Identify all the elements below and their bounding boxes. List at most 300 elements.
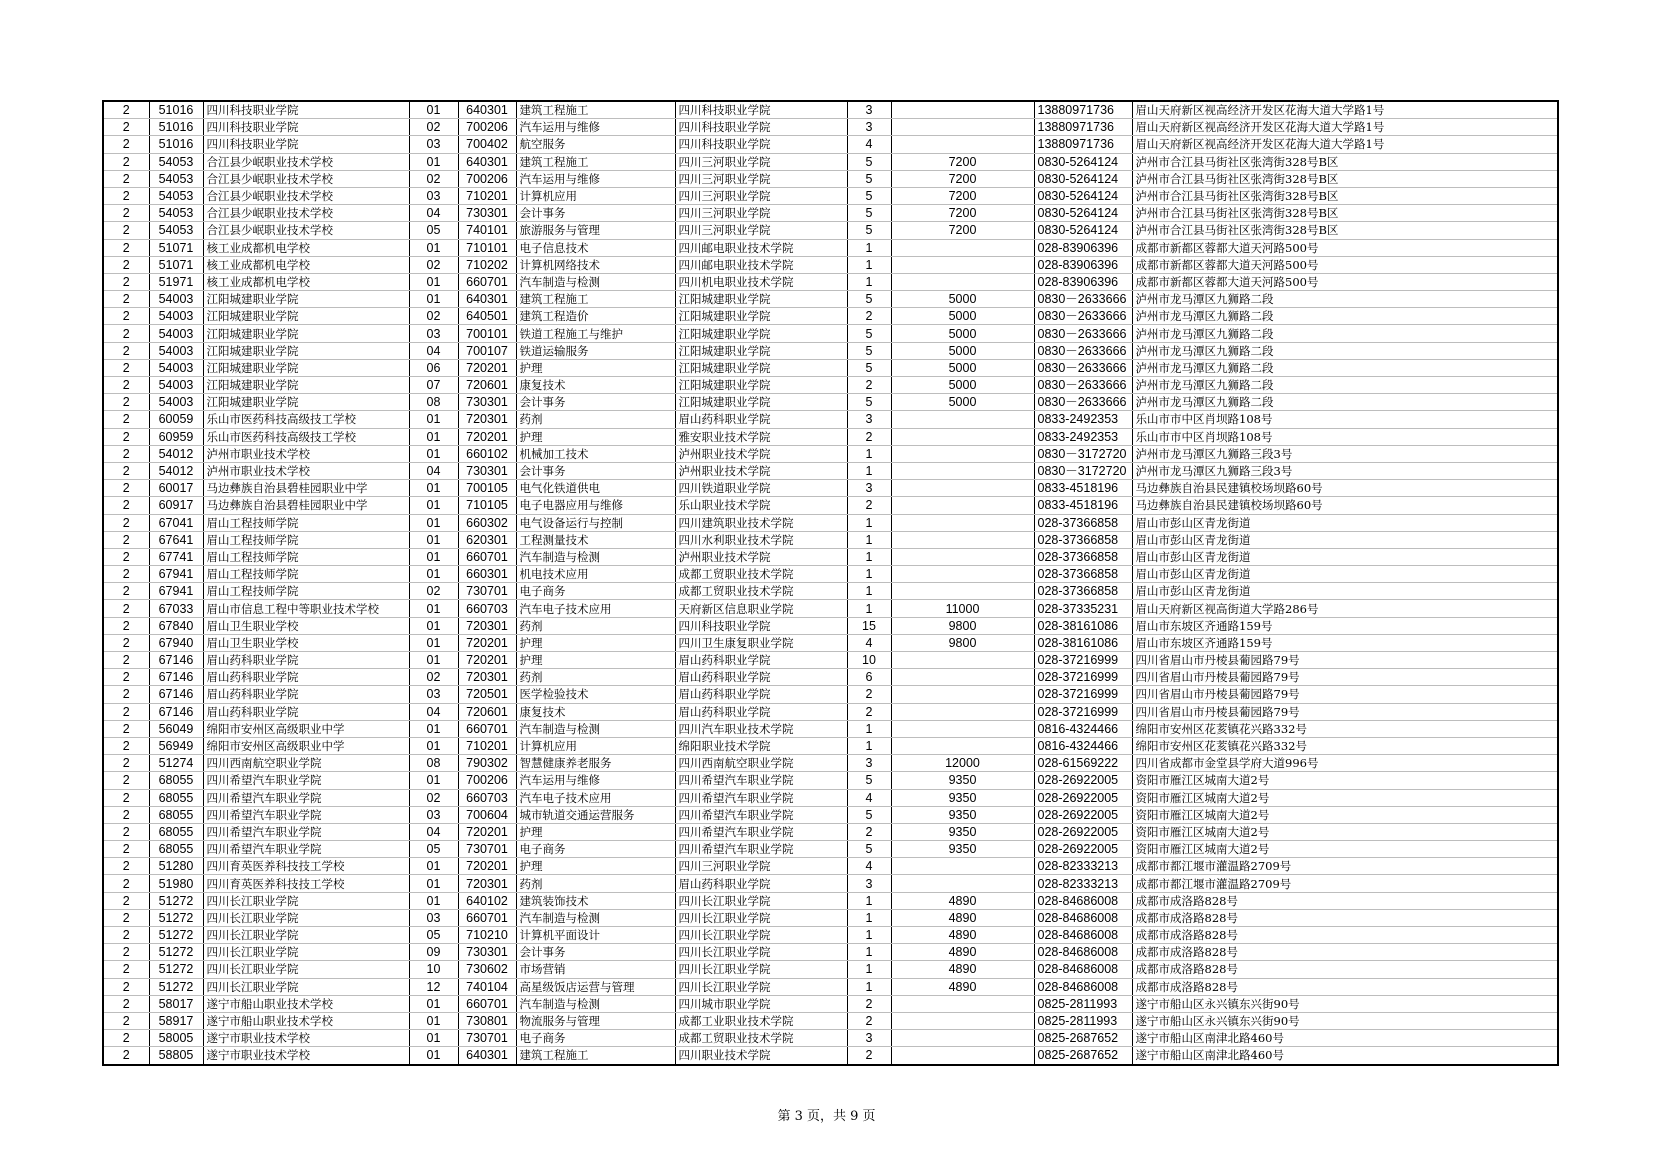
- address-cell: 眉山市东坡区齐通路159号: [1132, 634, 1558, 651]
- major-code-cell: 640102: [458, 892, 516, 909]
- plan-count-cell: 2: [847, 1047, 891, 1065]
- tuition-cell: [891, 119, 1034, 136]
- table-row: [103, 119, 1558, 136]
- school-code-cell: 51272: [149, 961, 203, 978]
- tuition-cell: 7200: [891, 170, 1034, 187]
- major-name-cell: 会计事务: [516, 462, 675, 479]
- school-name-cell: 江阳城建职业学院: [203, 377, 409, 394]
- major-name-cell: 机械加工技术: [516, 445, 675, 462]
- major-name-cell: 汽车电子技术应用: [516, 789, 675, 806]
- major-name-cell: 计算机网络技术: [516, 256, 675, 273]
- phone-cell: 0830－3172720: [1034, 445, 1132, 462]
- major-name-cell: 市场营销: [516, 961, 675, 978]
- table-row: [103, 1047, 1558, 1065]
- major-name-cell: 汽车制造与检测: [516, 909, 675, 926]
- plan-count-cell: 3: [847, 480, 891, 497]
- plan-count-cell: 5: [847, 222, 891, 239]
- school-code-cell: 51016: [149, 101, 203, 119]
- table-row: [103, 772, 1558, 789]
- address-cell: 泸州市龙马潭区九狮路二段: [1132, 291, 1558, 308]
- partner-college-cell: 四川科技职业学院: [675, 119, 847, 136]
- major-seq-cell: 01: [409, 737, 458, 754]
- batch-cell: 2: [103, 170, 149, 187]
- plan-count-cell: 5: [847, 841, 891, 858]
- major-code-cell: 720301: [458, 411, 516, 428]
- major-code-cell: 730701: [458, 841, 516, 858]
- plan-count-cell: 4: [847, 136, 891, 153]
- school-name-cell: 江阳城建职业学院: [203, 325, 409, 342]
- tuition-cell: [891, 514, 1034, 531]
- tuition-cell: 11000: [891, 600, 1034, 617]
- school-code-cell: 58805: [149, 1047, 203, 1065]
- school-code-cell: 54012: [149, 462, 203, 479]
- school-name-cell: 眉山市信息工程中等职业技术学校: [203, 600, 409, 617]
- batch-cell: 2: [103, 703, 149, 720]
- address-cell: 泸州市合江县马街社区张湾街328号B区: [1132, 153, 1558, 170]
- tuition-cell: [891, 720, 1034, 737]
- major-seq-cell: 01: [409, 273, 458, 290]
- major-seq-cell: 03: [409, 686, 458, 703]
- address-cell: 泸州市合江县马街社区张湾街328号B区: [1132, 222, 1558, 239]
- major-name-cell: 康复技术: [516, 703, 675, 720]
- address-cell: 成都市都江堰市灌温路2709号: [1132, 858, 1558, 875]
- tuition-cell: [891, 1012, 1034, 1029]
- batch-cell: 2: [103, 617, 149, 634]
- table-row: [103, 239, 1558, 256]
- address-cell: 遂宁市船山区永兴镇东兴街90号: [1132, 995, 1558, 1012]
- school-code-cell: 54003: [149, 377, 203, 394]
- plan-count-cell: 2: [847, 686, 891, 703]
- partner-college-cell: 成都工贸职业技术学院: [675, 583, 847, 600]
- plan-count-cell: 4: [847, 789, 891, 806]
- table-row: [103, 497, 1558, 514]
- plan-count-cell: 1: [847, 583, 891, 600]
- batch-cell: 2: [103, 153, 149, 170]
- major-seq-cell: 01: [409, 1047, 458, 1065]
- major-code-cell: 720201: [458, 359, 516, 376]
- school-code-cell: 54053: [149, 205, 203, 222]
- plan-count-cell: 5: [847, 291, 891, 308]
- plan-count-cell: 5: [847, 170, 891, 187]
- school-name-cell: 合江县少岷职业技术学校: [203, 187, 409, 204]
- major-code-cell: 700206: [458, 119, 516, 136]
- address-cell: 眉山天府新区视高经济开发区花海大道大学路1号: [1132, 119, 1558, 136]
- school-name-cell: 江阳城建职业学院: [203, 308, 409, 325]
- school-name-cell: 四川希望汽车职业学院: [203, 823, 409, 840]
- address-cell: 成都市成洛路828号: [1132, 927, 1558, 944]
- partner-college-cell: 四川希望汽车职业学院: [675, 806, 847, 823]
- partner-college-cell: 雅安职业技术学院: [675, 428, 847, 445]
- school-code-cell: 54053: [149, 187, 203, 204]
- plan-count-cell: 1: [847, 548, 891, 565]
- partner-college-cell: 江阳城建职业学院: [675, 308, 847, 325]
- school-name-cell: 遂宁市船山职业技术学校: [203, 1012, 409, 1029]
- school-code-cell: 54012: [149, 445, 203, 462]
- major-seq-cell: 02: [409, 669, 458, 686]
- major-name-cell: 建筑工程造价: [516, 308, 675, 325]
- major-code-cell: 660302: [458, 514, 516, 531]
- partner-college-cell: 江阳城建职业学院: [675, 342, 847, 359]
- major-name-cell: 智慧健康养老服务: [516, 755, 675, 772]
- page-footer: 第 3 页，共 9 页: [777, 1109, 876, 1124]
- school-code-cell: 67741: [149, 548, 203, 565]
- tuition-cell: 9350: [891, 806, 1034, 823]
- phone-cell: 0830－3172720: [1034, 462, 1132, 479]
- school-name-cell: 核工业成都机电学校: [203, 273, 409, 290]
- school-name-cell: 四川希望汽车职业学院: [203, 841, 409, 858]
- plan-count-cell: 1: [847, 944, 891, 961]
- major-code-cell: 660701: [458, 909, 516, 926]
- plan-count-cell: 1: [847, 239, 891, 256]
- school-code-cell: 67840: [149, 617, 203, 634]
- partner-college-cell: 乐山职业技术学院: [675, 497, 847, 514]
- tuition-cell: 12000: [891, 755, 1034, 772]
- school-code-cell: 67146: [149, 652, 203, 669]
- partner-college-cell: 四川三河职业学院: [675, 170, 847, 187]
- phone-cell: 028-37216999: [1034, 669, 1132, 686]
- plan-count-cell: 2: [847, 823, 891, 840]
- address-cell: 四川省眉山市丹棱县葡园路79号: [1132, 652, 1558, 669]
- major-seq-cell: 01: [409, 548, 458, 565]
- major-code-cell: 710105: [458, 497, 516, 514]
- tuition-cell: [891, 566, 1034, 583]
- school-code-cell: 51016: [149, 119, 203, 136]
- school-name-cell: 绵阳市安州区高级职业中学: [203, 720, 409, 737]
- tuition-cell: 5000: [891, 342, 1034, 359]
- major-name-cell: 汽车运用与维修: [516, 772, 675, 789]
- major-name-cell: 建筑装饰技术: [516, 892, 675, 909]
- major-name-cell: 会计事务: [516, 394, 675, 411]
- school-name-cell: 四川希望汽车职业学院: [203, 806, 409, 823]
- major-seq-cell: 01: [409, 600, 458, 617]
- batch-cell: 2: [103, 755, 149, 772]
- school-code-cell: 67641: [149, 531, 203, 548]
- address-cell: 绵阳市安州区花荄镇花兴路332号: [1132, 720, 1558, 737]
- table-row: [103, 291, 1558, 308]
- batch-cell: 2: [103, 875, 149, 892]
- partner-college-cell: 四川卫生康复职业学院: [675, 634, 847, 651]
- batch-cell: 2: [103, 600, 149, 617]
- phone-cell: 0833-4518196: [1034, 480, 1132, 497]
- major-seq-cell: 01: [409, 445, 458, 462]
- major-seq-cell: 03: [409, 325, 458, 342]
- plan-count-cell: 15: [847, 617, 891, 634]
- address-cell: 成都市成洛路828号: [1132, 892, 1558, 909]
- table-row: [103, 892, 1558, 909]
- tuition-cell: 9350: [891, 823, 1034, 840]
- address-cell: 成都市新都区蓉都大道天河路500号: [1132, 273, 1558, 290]
- plan-count-cell: 2: [847, 428, 891, 445]
- school-code-cell: 67941: [149, 566, 203, 583]
- table-row: [103, 720, 1558, 737]
- phone-cell: 028-26922005: [1034, 772, 1132, 789]
- partner-college-cell: 四川希望汽车职业学院: [675, 772, 847, 789]
- plan-count-cell: 1: [847, 892, 891, 909]
- plan-count-cell: 3: [847, 1030, 891, 1047]
- major-code-cell: 710101: [458, 239, 516, 256]
- major-seq-cell: 04: [409, 342, 458, 359]
- plan-count-cell: 3: [847, 755, 891, 772]
- address-cell: 乐山市市中区肖坝路108号: [1132, 411, 1558, 428]
- partner-college-cell: 四川西南航空职业学院: [675, 755, 847, 772]
- school-code-cell: 54003: [149, 325, 203, 342]
- phone-cell: 0825-2687652: [1034, 1030, 1132, 1047]
- school-code-cell: 58917: [149, 1012, 203, 1029]
- phone-cell: 028-83906396: [1034, 239, 1132, 256]
- tuition-cell: 4890: [891, 978, 1034, 995]
- address-cell: 成都市成洛路828号: [1132, 909, 1558, 926]
- phone-cell: 0833-4518196: [1034, 497, 1132, 514]
- school-name-cell: 四川育英医养科技技工学校: [203, 875, 409, 892]
- school-code-cell: 54053: [149, 222, 203, 239]
- major-code-cell: 720501: [458, 686, 516, 703]
- partner-college-cell: 江阳城建职业学院: [675, 394, 847, 411]
- table-row: [103, 1030, 1558, 1047]
- major-name-cell: 汽车制造与检测: [516, 548, 675, 565]
- partner-college-cell: 四川科技职业学院: [675, 101, 847, 119]
- school-code-cell: 54003: [149, 342, 203, 359]
- tuition-cell: 4890: [891, 961, 1034, 978]
- major-code-cell: 730301: [458, 205, 516, 222]
- major-name-cell: 护理: [516, 652, 675, 669]
- major-name-cell: 汽车制造与检测: [516, 995, 675, 1012]
- partner-college-cell: 四川铁道职业学院: [675, 480, 847, 497]
- school-code-cell: 56949: [149, 737, 203, 754]
- major-code-cell: 740104: [458, 978, 516, 995]
- school-name-cell: 四川科技职业学院: [203, 119, 409, 136]
- address-cell: 乐山市市中区肖坝路108号: [1132, 428, 1558, 445]
- school-code-cell: 51272: [149, 892, 203, 909]
- major-seq-cell: 01: [409, 531, 458, 548]
- major-seq-cell: 06: [409, 359, 458, 376]
- major-code-cell: 700105: [458, 480, 516, 497]
- major-code-cell: 700107: [458, 342, 516, 359]
- school-code-cell: 60917: [149, 497, 203, 514]
- school-name-cell: 眉山药科职业学院: [203, 669, 409, 686]
- tuition-cell: [891, 497, 1034, 514]
- phone-cell: 028-26922005: [1034, 823, 1132, 840]
- major-code-cell: 660703: [458, 600, 516, 617]
- batch-cell: 2: [103, 841, 149, 858]
- major-seq-cell: 01: [409, 720, 458, 737]
- major-name-cell: 电气化铁道供电: [516, 480, 675, 497]
- partner-college-cell: 四川科技职业学院: [675, 617, 847, 634]
- partner-college-cell: 四川希望汽车职业学院: [675, 789, 847, 806]
- major-name-cell: 汽车运用与维修: [516, 119, 675, 136]
- school-code-cell: 54003: [149, 291, 203, 308]
- address-cell: 四川省眉山市丹棱县葡园路79号: [1132, 686, 1558, 703]
- major-seq-cell: 02: [409, 170, 458, 187]
- address-cell: 资阳市雁江区城南大道2号: [1132, 772, 1558, 789]
- batch-cell: 2: [103, 961, 149, 978]
- table-row: [103, 944, 1558, 961]
- address-cell: 马边彝族自治县民建镇校场坝路60号: [1132, 480, 1558, 497]
- partner-college-cell: 眉山药科职业学院: [675, 411, 847, 428]
- major-code-cell: 700206: [458, 170, 516, 187]
- batch-cell: 2: [103, 136, 149, 153]
- major-code-cell: 720301: [458, 669, 516, 686]
- address-cell: 成都市成洛路828号: [1132, 978, 1558, 995]
- table-row: [103, 755, 1558, 772]
- table-row: [103, 737, 1558, 754]
- phone-cell: 0816-4324466: [1034, 737, 1132, 754]
- table-row: [103, 978, 1558, 995]
- partner-college-cell: 泸州职业技术学院: [675, 548, 847, 565]
- plan-count-cell: 1: [847, 566, 891, 583]
- tuition-cell: [891, 703, 1034, 720]
- address-cell: 泸州市龙马潭区九狮路二段: [1132, 394, 1558, 411]
- batch-cell: 2: [103, 497, 149, 514]
- address-cell: 眉山市彭山区青龙街道: [1132, 548, 1558, 565]
- address-cell: 眉山天府新区视高街道大学路286号: [1132, 600, 1558, 617]
- major-seq-cell: 01: [409, 566, 458, 583]
- major-name-cell: 药剂: [516, 617, 675, 634]
- address-cell: 泸州市龙马潭区九狮路二段: [1132, 325, 1558, 342]
- tuition-cell: 7200: [891, 153, 1034, 170]
- address-cell: 资阳市雁江区城南大道2号: [1132, 823, 1558, 840]
- school-code-cell: 68055: [149, 789, 203, 806]
- major-seq-cell: 05: [409, 841, 458, 858]
- school-name-cell: 四川长江职业学院: [203, 927, 409, 944]
- major-seq-cell: 02: [409, 789, 458, 806]
- major-seq-cell: 02: [409, 256, 458, 273]
- major-name-cell: 护理: [516, 823, 675, 840]
- major-name-cell: 药剂: [516, 875, 675, 892]
- major-code-cell: 710210: [458, 927, 516, 944]
- table-row: [103, 652, 1558, 669]
- table-row: [103, 514, 1558, 531]
- batch-cell: 2: [103, 462, 149, 479]
- major-name-cell: 计算机平面设计: [516, 927, 675, 944]
- batch-cell: 2: [103, 445, 149, 462]
- partner-college-cell: 天府新区信息职业学院: [675, 600, 847, 617]
- school-code-cell: 67940: [149, 634, 203, 651]
- school-name-cell: 四川长江职业学院: [203, 892, 409, 909]
- major-seq-cell: 04: [409, 205, 458, 222]
- phone-cell: 028-82333213: [1034, 858, 1132, 875]
- plan-count-cell: 2: [847, 995, 891, 1012]
- school-name-cell: 核工业成都机电学校: [203, 256, 409, 273]
- school-name-cell: 乐山市医药科技高级技工学校: [203, 428, 409, 445]
- major-code-cell: 730301: [458, 394, 516, 411]
- major-name-cell: 建筑工程施工: [516, 1047, 675, 1065]
- major-name-cell: 电气设备运行与控制: [516, 514, 675, 531]
- major-name-cell: 高星级饭店运营与管理: [516, 978, 675, 995]
- major-code-cell: 620301: [458, 531, 516, 548]
- major-code-cell: 660701: [458, 995, 516, 1012]
- table-row: [103, 686, 1558, 703]
- school-name-cell: 马边彝族自治县碧桂园职业中学: [203, 497, 409, 514]
- tuition-cell: [891, 995, 1034, 1012]
- batch-cell: 2: [103, 789, 149, 806]
- batch-cell: 2: [103, 858, 149, 875]
- major-name-cell: 电子商务: [516, 583, 675, 600]
- tuition-cell: [891, 686, 1034, 703]
- school-code-cell: 51071: [149, 256, 203, 273]
- major-name-cell: 护理: [516, 428, 675, 445]
- major-name-cell: 机电技术应用: [516, 566, 675, 583]
- plan-count-cell: 1: [847, 720, 891, 737]
- major-name-cell: 电子电器应用与维修: [516, 497, 675, 514]
- major-name-cell: 会计事务: [516, 205, 675, 222]
- phone-cell: 028-26922005: [1034, 789, 1132, 806]
- tuition-cell: 7200: [891, 187, 1034, 204]
- major-seq-cell: 05: [409, 927, 458, 944]
- major-seq-cell: 05: [409, 222, 458, 239]
- school-name-cell: 江阳城建职业学院: [203, 359, 409, 376]
- partner-college-cell: 四川希望汽车职业学院: [675, 823, 847, 840]
- tuition-cell: 9350: [891, 841, 1034, 858]
- major-seq-cell: 02: [409, 308, 458, 325]
- plan-count-cell: 1: [847, 531, 891, 548]
- address-cell: 成都市成洛路828号: [1132, 944, 1558, 961]
- batch-cell: 2: [103, 325, 149, 342]
- major-code-cell: 740101: [458, 222, 516, 239]
- partner-college-cell: 四川机电职业技术学院: [675, 273, 847, 290]
- major-seq-cell: 01: [409, 634, 458, 651]
- major-code-cell: 730602: [458, 961, 516, 978]
- partner-college-cell: 江阳城建职业学院: [675, 359, 847, 376]
- phone-cell: 0830－2633666: [1034, 342, 1132, 359]
- partner-college-cell: 四川长江职业学院: [675, 944, 847, 961]
- major-code-cell: 640301: [458, 101, 516, 119]
- plan-count-cell: 5: [847, 359, 891, 376]
- plan-count-cell: 3: [847, 411, 891, 428]
- tuition-cell: [891, 273, 1034, 290]
- school-name-cell: 泸州市职业技术学校: [203, 445, 409, 462]
- major-seq-cell: 12: [409, 978, 458, 995]
- major-code-cell: 660701: [458, 273, 516, 290]
- major-seq-cell: 01: [409, 617, 458, 634]
- partner-college-cell: 四川希望汽车职业学院: [675, 841, 847, 858]
- tuition-cell: [891, 428, 1034, 445]
- phone-cell: 028-26922005: [1034, 841, 1132, 858]
- major-code-cell: 660703: [458, 789, 516, 806]
- phone-cell: 0830－2633666: [1034, 377, 1132, 394]
- phone-cell: 028-84686008: [1034, 944, 1132, 961]
- address-cell: 眉山天府新区视高经济开发区花海大道大学路1号: [1132, 136, 1558, 153]
- school-code-cell: 54053: [149, 170, 203, 187]
- school-code-cell: 67146: [149, 703, 203, 720]
- major-name-cell: 建筑工程施工: [516, 291, 675, 308]
- major-name-cell: 电子商务: [516, 841, 675, 858]
- batch-cell: 2: [103, 720, 149, 737]
- plan-count-cell: 5: [847, 187, 891, 204]
- table-row: [103, 342, 1558, 359]
- table-row: [103, 445, 1558, 462]
- phone-cell: 0825-2811993: [1034, 995, 1132, 1012]
- tuition-cell: 4890: [891, 927, 1034, 944]
- table-row: [103, 789, 1558, 806]
- phone-cell: 028-84686008: [1034, 961, 1132, 978]
- table-row: [103, 909, 1558, 926]
- plan-count-cell: 3: [847, 875, 891, 892]
- batch-cell: 2: [103, 411, 149, 428]
- major-name-cell: 康复技术: [516, 377, 675, 394]
- partner-college-cell: 四川三河职业学院: [675, 153, 847, 170]
- table-row: [103, 394, 1558, 411]
- address-cell: 成都市新都区蓉都大道天河路500号: [1132, 256, 1558, 273]
- partner-college-cell: 四川水利职业技术学院: [675, 531, 847, 548]
- major-seq-cell: 03: [409, 136, 458, 153]
- major-name-cell: 汽车制造与检测: [516, 273, 675, 290]
- school-name-cell: 四川希望汽车职业学院: [203, 772, 409, 789]
- phone-cell: 0830-5264124: [1034, 170, 1132, 187]
- tuition-cell: [891, 669, 1034, 686]
- address-cell: 资阳市雁江区城南大道2号: [1132, 789, 1558, 806]
- major-code-cell: 710202: [458, 256, 516, 273]
- school-code-cell: 60959: [149, 428, 203, 445]
